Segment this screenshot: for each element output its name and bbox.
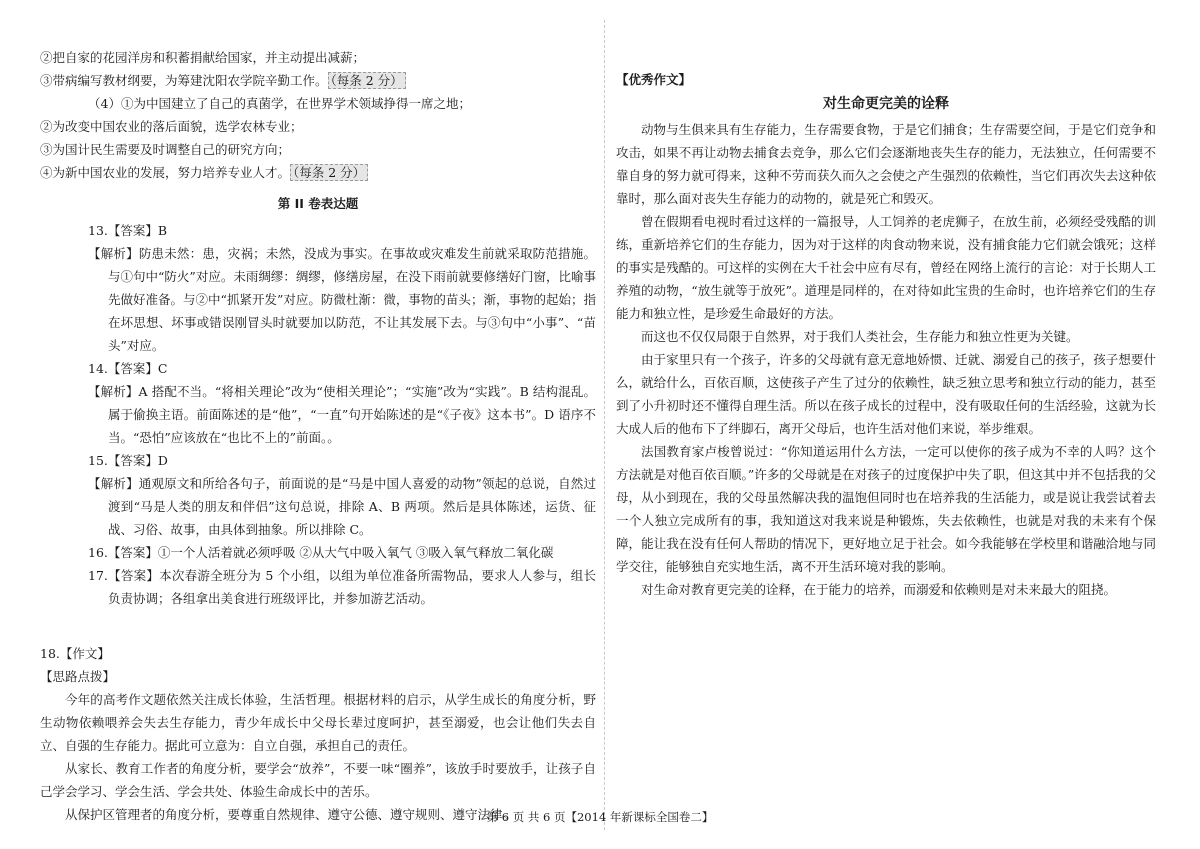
essay-paragraph: 由于家里只有一个孩子，许多的父母就有意无意地娇惯、迁就、溺爱自己的孩子，孩子想要什么，就给什么，百依百顺，这使孩子产生了过分的依赖性，缺乏独立思考和独立行动的能力，甚至到了小升初时还不懂得自理生活。所以在孩子成长的过程中，没有吸取任何的生活经验，这就为长大成人后的他布下了绊脚石，离开父母后，也许生活对他们来说，举步维艰。	[616, 352, 1156, 436]
right-column	[616, 68, 1156, 601]
essay-title: 对生命更完美的诠释	[823, 96, 949, 112]
essay-paragraph: 而这也不仅仅局限于自然界，对于我们人类社会，生存能力和独立性更为关键。	[641, 329, 1079, 344]
q18-section	[40, 642, 596, 826]
essay-paragraph: 动物与生俱来具有生存能力，生存需要食物，于是它们捕食；生存需要空间，于是它们竞争和攻击，如果不再让动物去捕食去竞争，那么它们会逐渐地丧失生存的能力，无法独立，任何需要不靠自身的努力就可得来，这种不劳而获久而久之会使之产生强烈的依赖性，当它们再次失去这种依靠时，那么面对丧失生存能力的动物的，就是死亡和毁灭。	[616, 122, 1156, 206]
q17-answer: 17.【答案】本次春游全班分为 5 个小组，以组为单位准备所需物品，要求人人参与，组长负责协调；各组拿出美食进行班级评比，并参加游艺活动。	[88, 568, 596, 606]
section-title: 第 II 卷表达题	[277, 196, 359, 211]
essay-paragraph: 法国教育家卢梭曾说过：“你知道运用什么方法，一定可以使你的孩子成为不幸的人吗？这个方法就是对他百依百顺。”许多的父母就是在对孩子的过度保护中失了职，但这其中并不包括我的父母，从小到现在，我的父母虽然解决我的温饱但同时也在培养我的生活能力，或是说让我尝试着去一个人独立完成所有的事，我知道这对我来说是种锻炼，失去依赖性，也就是对我的未来有个保障，能让我在没有任何人帮助的情况下，更好地立足于社会。如今我能够在学校里和谐融洽地与同学交往，能够独自充实地生活，离不开生活环境对我的影响。	[616, 444, 1156, 574]
q18-paragraph: 今年的高考作文题依然关注成长体验，生活哲理。根据材料的启示，从学生成长的角度分析，野生动物依赖喂养会失去生存能力，青少年成长中父母长辈过度呵护，甚至溺爱，也会让他们失去自立、自强的生存能力。据此可立意为：自立自强，承担自己的责任。	[40, 692, 596, 753]
answer-line: ③为国计民生需要及时调整自己的研究方向；	[40, 142, 291, 157]
q18-title: 18.【作文】	[40, 646, 110, 661]
q18-subtitle: 【思路点拨】	[40, 669, 116, 684]
q15-analysis: 【解析】通观原文和所给各句子，前面说的是“马是中国人喜爱的动物”领起的总说，自然过渡到“马是人类的朋友和伴侣”这句总说，排除 A、B 两项。然后是具体陈述，运货、征战、习俗、故事，由具体到抽象。所以排除 C。	[88, 476, 596, 537]
score-note: （每条 2 分）	[328, 72, 406, 89]
q18-paragraph: 从家长、教育工作者的角度分析，要学会“放养”，不要一味“圈养”，该放手时要放手，让孩子自己学会学习、学会生活、学会共处、体验生命成长中的苦乐。	[40, 761, 596, 799]
q15-answer: 15.【答案】D	[88, 453, 168, 468]
score-note: （每条 2 分）	[290, 164, 368, 181]
answer-line: ③带病编写教材纲要，为筹建沈阳农学院辛勤工作。 （每条 2 分）	[40, 69, 596, 92]
essay-paragraph: 对生命对教育更完美的诠释，在于能力的培养，而溺爱和依赖则是对未来最大的阻挠。	[641, 582, 1117, 597]
essay-paragraph: 曾在假期看电视时看过这样的一篇报导，人工饲养的老虎狮子，在放生前，必须经受残酷的训练，重新培养它们的生存能力，因为对于这样的肉食动物来说，没有捕食能力它们就会饿死；这样的事实是残酷的。可这样的实例在大千社会中应有尽有，曾经在网络上流行的言论：对于长期人工养殖的动物，“放生就等于放死”。道理是同样的，在对待如此宝贵的生命时，也许培养它们的生存能力和独立性，是珍爱生命最好的方法。	[616, 214, 1156, 321]
essay-label: 【优秀作文】	[616, 72, 692, 87]
left-column	[40, 46, 596, 826]
answer-line: ④为新中国农业的发展，努力培养专业人才。 （每条 2 分）	[40, 161, 596, 184]
q18-paragraph: 从保护区管理者的角度分析，要尊重自然规律、遵守公德、遵守规则、遵守法律。	[65, 807, 516, 822]
q14-analysis: 【解析】A 搭配不当。“将相关理论”改为“使相关理论”；“实施”改为“实践”。B 结构混乱。属于偷换主语。前面陈述的是“他”，“一直”句开始陈述的是“《子夜》这本书”。D 语序不当。“恐怕”应该放在“也比不上的”前面。。	[88, 384, 596, 445]
page-footer: 第 6 页 共 6 页【2014 年新课标全国卷二】	[486, 810, 714, 824]
answer-line: ②为改变中国农业的落后面貌，选学农林专业；	[40, 119, 303, 134]
answer-line: （4）①为中国建立了自己的真菌学，在世界学术领域挣得一席之地；	[88, 96, 471, 111]
q16-answer: 16.【答案】①一个人活着就必须呼吸 ②从大气中吸入氧气 ③吸入氧气释放二氧化碳	[88, 545, 554, 560]
column-divider	[604, 20, 605, 830]
q13-analysis: 【解析】防患未然：患，灾祸；未然，没成为事实。在事故或灾难发生前就采取防范措施。与①句中“防火”对应。未雨绸缪：绸缪，修缮房屋，在没下雨前就要修缮好门窗，比喻事先做好准备。与②中“抓紧开发”对应。防微杜渐：微，事物的苗头；渐，事物的起始；指在坏思想、坏事或错误刚冒头时就要加以防范，不让其发展下去。与③句中“小事”、“苗头”对应。	[88, 246, 596, 353]
q13-answer: 13.【答案】B	[88, 223, 168, 238]
q14-answer: 14.【答案】C	[88, 361, 168, 376]
answer-line: ②把自家的花园洋房和积蓄捐献给国家，并主动提出减薪；	[40, 50, 366, 65]
